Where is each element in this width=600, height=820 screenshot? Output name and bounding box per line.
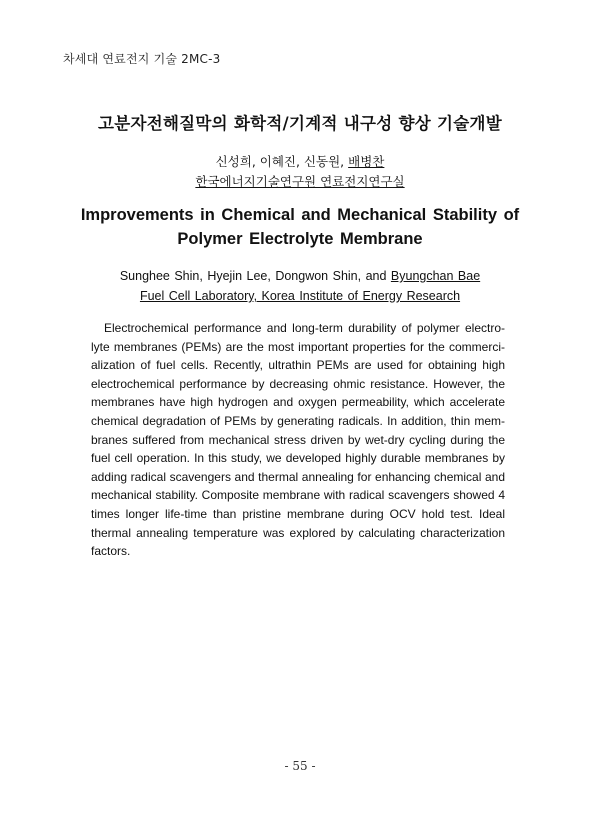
english-title-line-2: Polymer Electrolyte Membrane <box>177 230 423 248</box>
session-code: 차세대 연료전지 기술 2MC-3 <box>63 52 221 66</box>
english-authors <box>0 266 600 286</box>
korean-presenting-author: 배병찬 <box>348 154 385 169</box>
english-title <box>0 203 600 251</box>
english-presenting-author: Byungchan Bae <box>390 269 481 283</box>
korean-coauthors: 신성희, 이혜진, 신동원, <box>215 154 349 169</box>
page-number: - 55 - <box>284 759 316 773</box>
english-author-block <box>0 266 600 306</box>
korean-author-block <box>0 152 600 192</box>
korean-title: 고분자전해질막의 화학적/기계적 내구성 향상 기술개발 <box>97 114 502 133</box>
abstract-text: Electrochemical performance and long-term durability of polymer electrolyte membranes (PEMs) are the most important properties for the commercialization of fuel cells. Recently, ultrathin PEMs are used for obtaining high electrochemical performance by decreasing ohmic resistance. However, the membranes have high hydrogen and oxygen permeability, which accelerate chemical degradation of PEMs by generating radicals. In addition, thin membranes suffered from mechanical stress driven by wet-dry cycling during the fuel cell operation. In this study, we developed highly durable membranes by adding radical scavengers and thermal annealing for enhancing chemical and mechanical stability. Composite membrane with radical scavengers showed 4 times longer life-time than pristine membrane during OCV hold test. Ideal thermal annealing temperature was explored by calculating characterization factors. <box>91 321 505 559</box>
english-title-line-1: Improvements in Chemical and Mechanical Stability of <box>80 206 520 224</box>
korean-affiliation: 한국에너지기술연구원 연료전지연구실 <box>195 174 405 189</box>
english-affiliation: Fuel Cell Laboratory, Korea Institute of Energy Research <box>139 289 461 303</box>
english-coauthors: Sunghee Shin, Hyejin Lee, Dongwon Shin, and <box>119 269 391 283</box>
korean-authors <box>0 152 600 172</box>
